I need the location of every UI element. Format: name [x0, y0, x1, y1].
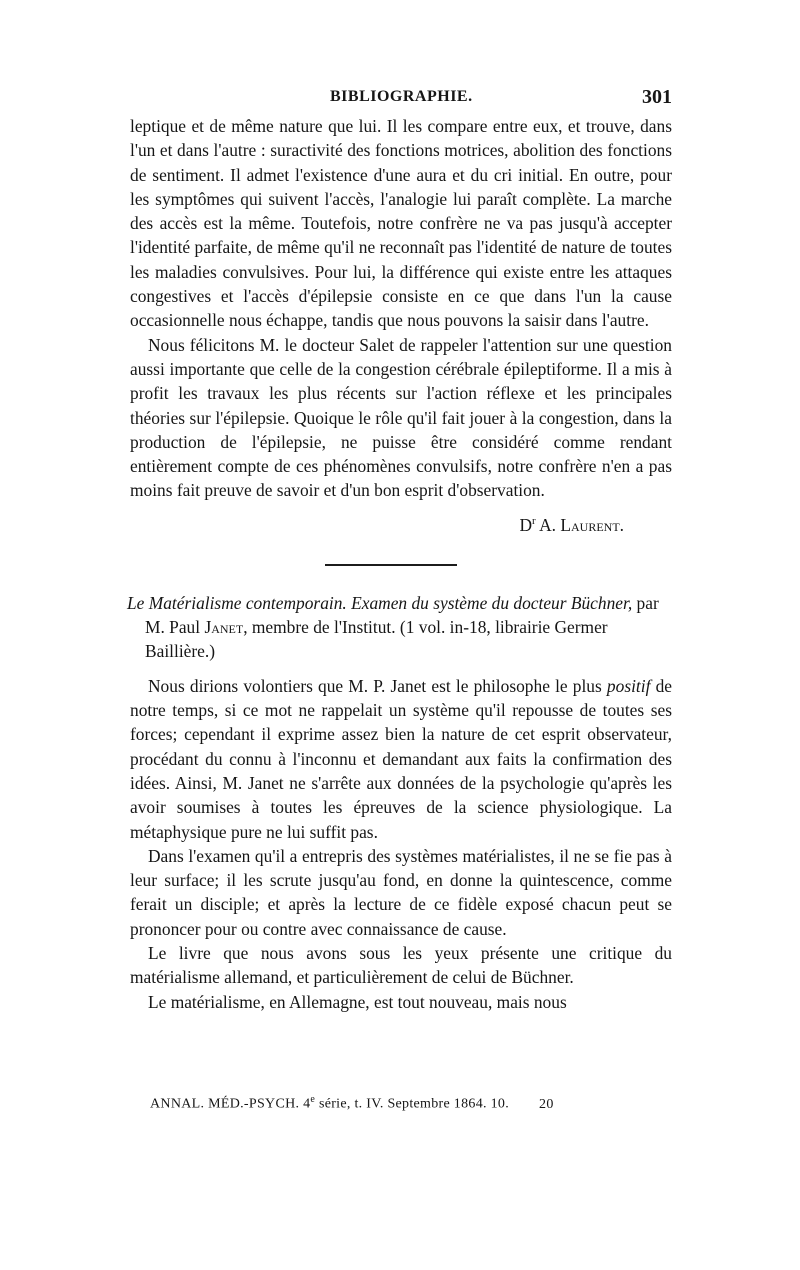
review2-paragraph-3: Le livre que nous avons sous les yeux présente une critique du matérialisme allemand, et particulièrement de celui de Büchner.: [130, 943, 672, 988]
footer-sup: e: [310, 1094, 316, 1105]
book-publication-info: , membre de l'Institut. (1 vol. in-18, librairie Germer Baillière.): [145, 617, 608, 662]
page-number: 301: [642, 86, 672, 108]
signature-initial: A.: [535, 514, 561, 535]
book-title: Le Matérialisme contemporain. Examen du système du docteur Büchner,: [127, 592, 633, 613]
signature: [130, 509, 672, 537]
book-title-by: par M. Paul: [145, 592, 664, 638]
book-author: Janet: [204, 617, 244, 638]
review-janet: [130, 674, 672, 1014]
section-divider: [325, 564, 457, 566]
review2-paragraph-4: Le matérialisme, en Allemagne, est tout nouveau, mais nous: [148, 991, 567, 1012]
review1-paragraph-1: leptique et de même nature que lui. Il les compare entre eux, et trouve, dans l'un et dans l'autre : suractivité des fonctions motrices, abolition des fonctions de sentiment. Il admet l'existence d'une aura et du cri initial. En outre, pour les symptômes qui suivent l'accès, l'analogie lui paraît complète. La marche des accès est la même. Toutefois, notre confrère ne va pas jusqu'à accepter l'identité parfaite, de même qu'il ne reconnaît pas l'identité de nature de toutes les maladies convulsives. Pour lui, la différence qui existe entre les attaques congestives et l'accès d'épilepsie consiste en ce que dans l'un la cause occasionnelle nous échappe, tandis que nous pouvons la saisir dans l'autre.: [130, 116, 672, 331]
review2-paragraph-1: [130, 674, 672, 844]
review-salet: [130, 114, 672, 503]
running-head: BIBLIOGRAPHIE.: [330, 88, 473, 105]
page-header: [130, 88, 672, 114]
signature-name: Laurent.: [560, 514, 624, 535]
review1-paragraph-2: Nous félicitons M. le docteur Salet de rappeler l'attention sur une question aussi importante que celle de la congestion cérébrale épileptiforme. Il a mis à profit les travaux les plus récents sur l'action réflexe et les principales théories sur l'épilepsie. Quoique le rôle qu'il fait jouer à la congestion, dans la production de l'épilepsie, ne puisse être considéré comme rendant entièrement compte de ces phénomènes convulsifs, notre confrère n'en a pas moins fait preuve de savoir et d'un bon esprit d'observation.: [130, 334, 672, 501]
book-review-heading: [127, 591, 672, 664]
review2-p1-emphasis: positif: [606, 675, 651, 696]
signature-title: D: [519, 514, 533, 535]
page-footer: [150, 1094, 554, 1113]
review2-paragraph-2: Dans l'examen qu'il a entrepris des systèmes matérialistes, il ne se fie pas à leur surface; il les scrute jusqu'au fond, en donne la quintescence, comme ferait un disciple; et après la lecture de ce fidèle exposé chacun peut se prononcer pour ou contre avec connaissance de cause.: [130, 845, 672, 939]
signature-title-sup: r: [532, 514, 536, 527]
review2-p1-end: de notre temps, si ce mot ne rappelait un système qu'il repousse de toutes ses forces; cependant il exprime assez bien la nature de cet esprit observateur, procédant du connu à l'inconnu et demandant aux faits la confirmation des idées. Ainsi, M. Janet ne s'arrête aux données de la psychologie qu'après les avoir soumises à toutes les épreuves de la science physiologique. La métaphysique pure ne lui suffit pas.: [130, 675, 672, 842]
footer-signature-mark: 20: [539, 1096, 554, 1112]
footer-journal: ANNAL. MÉD.-PSYCH. 4: [150, 1096, 311, 1112]
review2-p1-start: Nous dirions volontiers que M. P. Janet est le philosophe le plus: [148, 675, 607, 696]
book-page: [127, 86, 672, 1014]
footer-issue: série, t. IV. Septembre 1864. 10.: [315, 1096, 510, 1112]
